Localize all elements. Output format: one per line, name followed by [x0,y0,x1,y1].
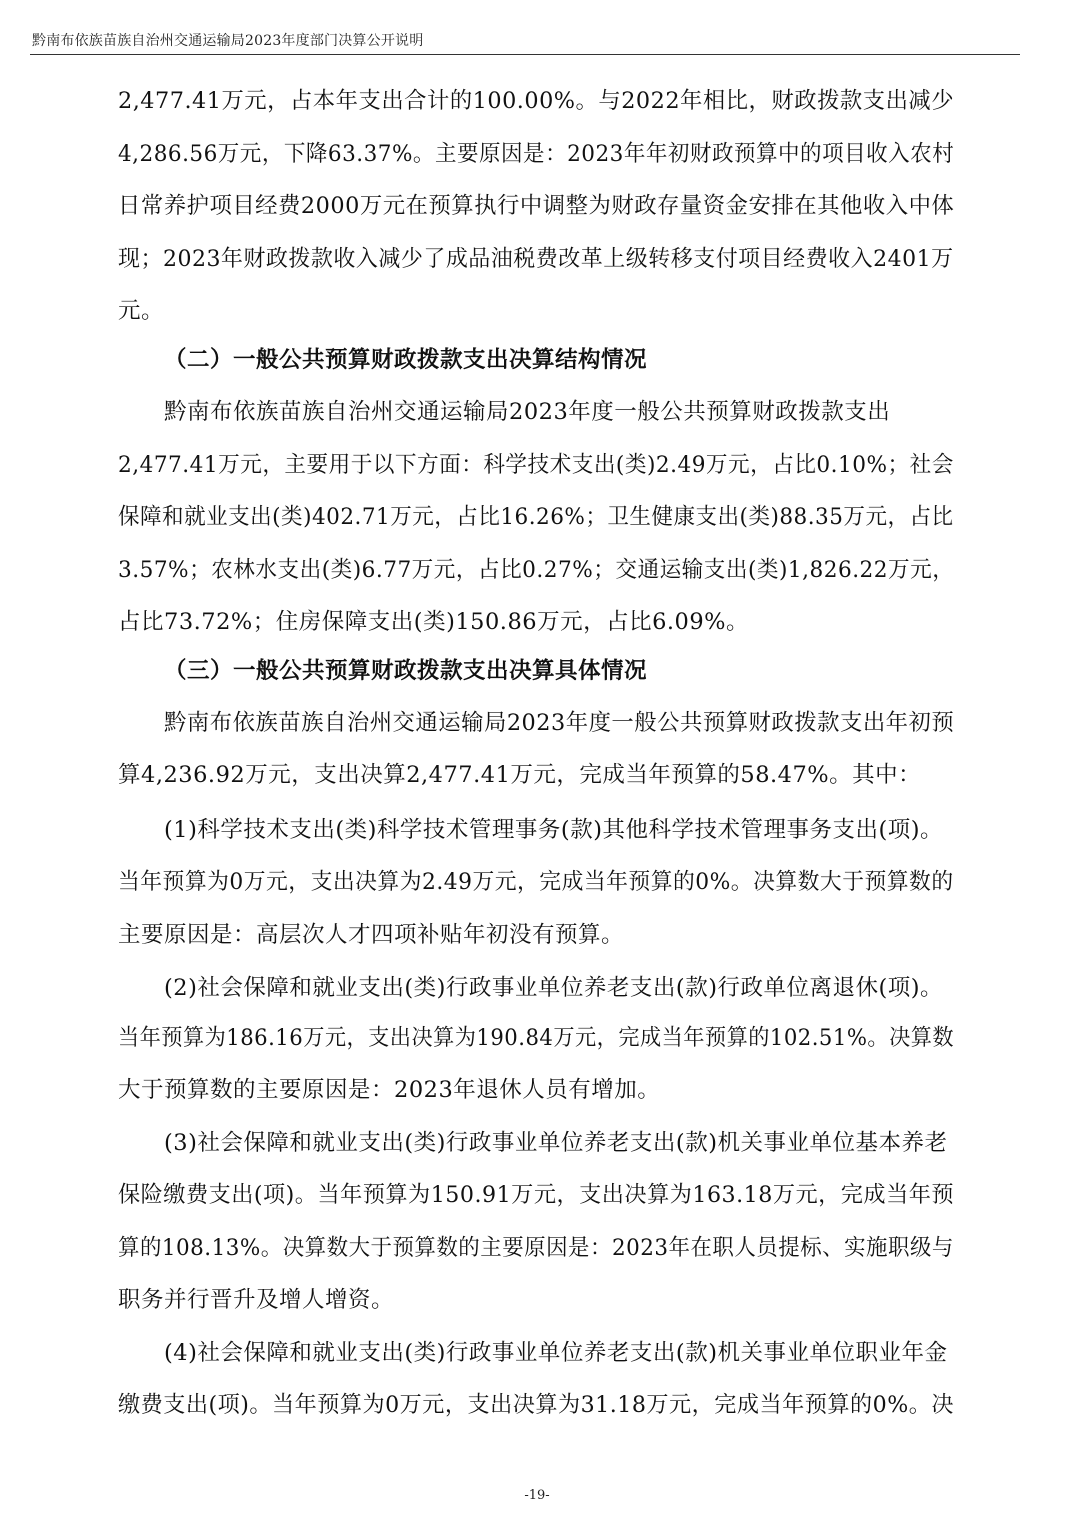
item-2-line: (2)社会保障和就业支出(类)行政事业单位养老支出(款)行政单位离退休(项)。 [164,975,944,1001]
body-line: 4,286.56万元，下降63.37%。主要原因是：2023年年初财政预算中的项目收入农村 [118,141,955,167]
body-line: 黔南布依族苗族自治州交通运输局2023年度一般公共预算财政拨款支出 [164,399,891,425]
body-line: 算的108.13%。决算数大于预算数的主要原因是：2023年在职人员提标、实施职级与 [118,1235,954,1261]
body-line: 元。 [118,298,165,324]
body-line: 算4,236.92万元，支出决算2,477.41万元，完成当年预算的58.47%。其中： [118,762,922,788]
body-line: 2,477.41万元，主要用于以下方面：科学技术支出(类)2.49万元，占比0.10%；社会 [118,452,954,478]
body-line: 保险缴费支出(项)。当年预算为150.91万元，支出决算为163.18万元，完成当年预 [118,1182,955,1208]
body-line: 缴费支出(项)。当年预算为0万元，支出决算为31.18万元，完成当年预算的0%。决 [118,1392,954,1418]
body-line: 2,477.41万元，占本年支出合计的100.00%。与2022年相比，财政拨款支出减少 [118,88,955,114]
body-line: 主要原因是：高层次人才四项补贴年初没有预算。 [118,922,625,948]
header-divider [30,54,1020,55]
body-line: 保障和就业支出(类)402.71万元，占比16.26%；卫生健康支出(类)88.35万元，占比 [118,504,954,530]
page-header-title: 黔南布依族苗族自治州交通运输局2023年度部门决算公开说明 [32,33,424,49]
section-heading-2: （二）一般公共预算财政拨款支出决算结构情况 [164,347,648,373]
body-line: 当年预算为0万元，支出决算为2.49万元，完成当年预算的0%。决算数大于预算数的 [118,869,954,895]
item-4-line: (4)社会保障和就业支出(类)行政事业单位养老支出(款)机关事业单位职业年金 [164,1340,948,1366]
body-line: 现；2023年财政拨款收入减少了成品油税费改革上级转移支付项目经费收入2401万 [118,246,954,272]
item-1-line: (1)科学技术支出(类)科学技术管理事务(款)其他科学技术管理事务支出(项)。 [164,817,944,843]
page-number: -19- [524,1488,550,1503]
section-heading-3: （三）一般公共预算财政拨款支出决算具体情况 [164,658,648,684]
body-line: 当年预算为186.16万元，支出决算为190.84万元，完成当年预算的102.51%。决算数 [118,1025,955,1051]
item-3-line: (3)社会保障和就业支出(类)行政事业单位养老支出(款)机关事业单位基本养老 [164,1130,948,1156]
body-line: 职务并行晋升及增人增资。 [118,1287,395,1313]
body-line: 占比73.72%；住房保障支出(类)150.86万元，占比6.09%。 [118,609,750,635]
body-line: 黔南布依族苗族自治州交通运输局2023年度一般公共预算财政拨款支出年初预 [164,710,955,736]
body-line: 3.57%；农林水支出(类)6.77万元，占比0.27%；交通运输支出(类)1,826.22万元， [118,557,955,583]
body-line: 大于预算数的主要原因是：2023年退休人员有增加。 [118,1077,661,1103]
body-line: 日常养护项目经费2000万元在预算执行中调整为财政存量资金安排在其他收入中体 [118,193,955,219]
